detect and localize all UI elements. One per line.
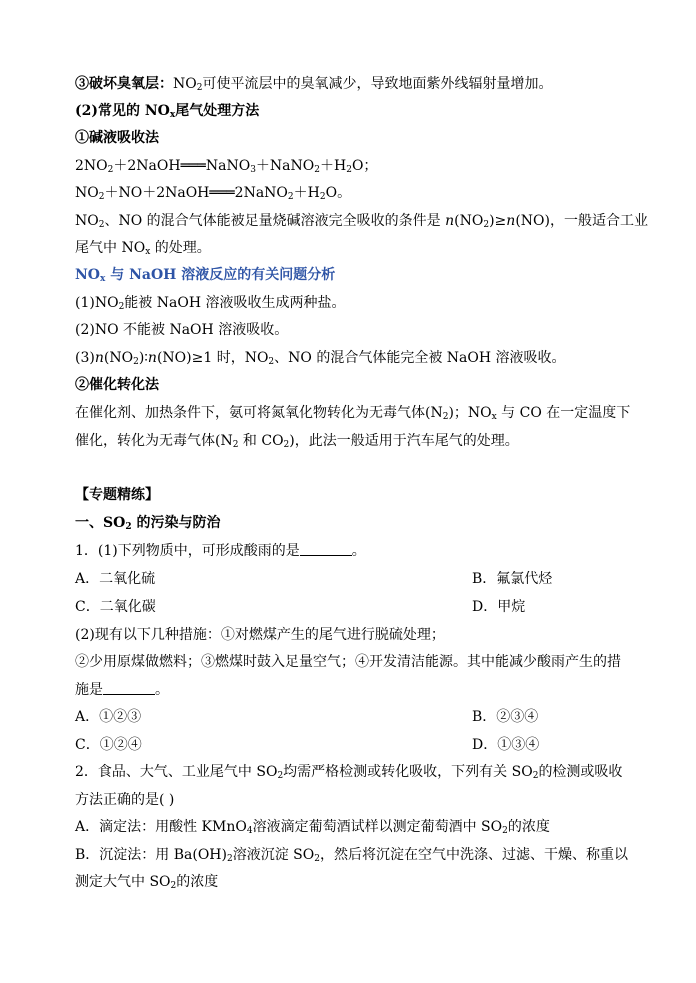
equation-2: $NO_2+NO+2NaOH═══2NaNO_2+H_2O$。 bbox=[75, 185, 352, 202]
question-1b-line-2: ②少用原煤做燃料；③燃煤时鼓入足量空气；④开发清洁能源。其中能减少酸雨产生的措 bbox=[75, 654, 621, 670]
subheading-alkali: ①碱液吸收法 bbox=[75, 130, 159, 146]
q1b-option-c: C．①②④ bbox=[75, 737, 142, 753]
question-1-stem: 1．(1)下列物质中，可形成酸雨的是 。 bbox=[75, 543, 366, 559]
question-1b-line-1: (2)现有以下几种措施：①对燃煤产生的尾气进行脱硫处理； bbox=[75, 627, 445, 643]
ozone-line: ③破坏臭氧层：$NO_2$可使平流层中的臭氧减少，导致地面紫外线辐射量增加。 bbox=[75, 76, 553, 93]
q1-option-d: D．甲烷 bbox=[472, 599, 526, 615]
q1-option-c: C．二氧化碳 bbox=[75, 599, 156, 615]
q2-option-a: A．滴定法：用酸性 KMnO$_4$溶液滴定葡萄酒试样以测定葡萄酒中 $SO_2$的浓度 bbox=[75, 819, 550, 836]
equation-1: $2NO_2+2NaOH═══NaNO_3+NaNO_2+H_2O$； bbox=[75, 158, 378, 175]
condition-line-2: 尾气中 $NO_x$ 的处理。 bbox=[75, 240, 211, 257]
catalytic-line-2: 催化，转化为无毒气体($N_2$ 和 $CO_2$)，此法一般适用于汽车尾气的处理。 bbox=[75, 433, 519, 450]
analysis-item-1: $(1)NO_2$能被 NaOH 溶液吸收生成两种盐。 bbox=[75, 295, 346, 312]
analysis-item-2: (2)NO 不能被 NaOH 溶液吸收。 bbox=[75, 322, 289, 338]
q2-option-b: B．沉淀法：用 $Ba(OH)_2$溶液沉淀 $SO_2$，然后将沉淀在空气中洗涤、过滤、干燥、称重以 bbox=[75, 847, 628, 864]
answer-blank bbox=[300, 542, 352, 556]
question-1b-line-3: 施是 。 bbox=[75, 682, 169, 698]
question-2-line-1: 2．食品、大气、工业尾气中 $SO_2$均需严格检测或转化吸收，下列有关 $SO_2$的检测或吸收 bbox=[75, 764, 623, 781]
answer-blank bbox=[103, 681, 155, 695]
analysis-heading: $NO_x$ 与 NaOH 溶液反应的有关问题分析 bbox=[75, 267, 336, 284]
section-heading-nox: (2)常见的 $NO_x$尾气处理方法 bbox=[75, 103, 260, 120]
q1b-option-d: D．①③④ bbox=[472, 737, 540, 753]
question-2-line-2: 方法正确的是( ) bbox=[75, 792, 175, 808]
q1b-option-a: A．①②③ bbox=[75, 709, 142, 725]
catalytic-line-1: 在催化剂、加热条件下，氨可将氮氧化物转化为无毒气体$(N_2)$；$NO_x$ 与 CO 在一定温度下 bbox=[75, 405, 631, 422]
exercise-heading: 【专题精练】 bbox=[75, 487, 159, 503]
analysis-item-3: $(3)n(NO_2)∶n(NO)\ge 1$ 时，$NO_2$、NO 的混合气体能完全被 NaOH 溶液吸收。 bbox=[75, 350, 566, 367]
subheading-catalytic: ②催化转化法 bbox=[75, 377, 159, 393]
topic-heading-so2: 一、$SO_2$ 的污染与防治 bbox=[75, 515, 221, 532]
q1b-option-b: B．②③④ bbox=[472, 709, 539, 725]
q1-option-a: A．二氧化硫 bbox=[75, 571, 156, 587]
q2-option-b-cont: 测定大气中 $SO_2$的浓度 bbox=[75, 874, 219, 891]
q1-option-b: B．氟氯代烃 bbox=[472, 571, 553, 587]
condition-line: $NO_2$、NO 的混合气体能被足量烧碱溶液完全吸收的条件是 $n(NO_2)\ge n(NO)$，一般适合工业 bbox=[75, 213, 648, 230]
